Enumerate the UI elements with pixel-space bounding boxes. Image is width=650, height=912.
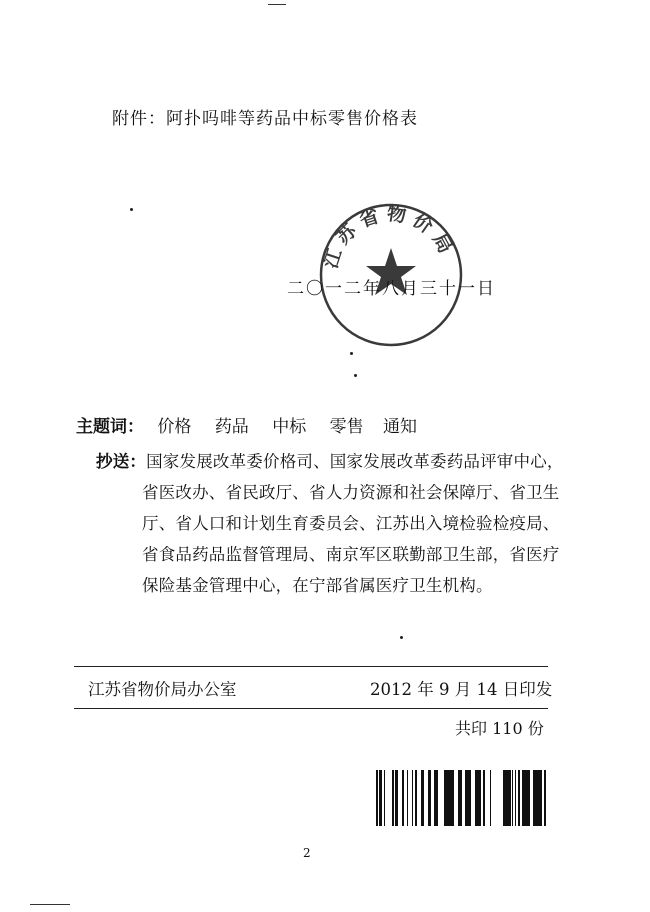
barcode-bar	[490, 770, 491, 826]
keyword-item: 价格	[157, 417, 192, 437]
attachment-line: 附件：阿扑吗啡等药品中标零售价格表	[112, 109, 418, 129]
barcode-bar	[508, 770, 511, 826]
barcode-bar	[470, 770, 471, 826]
barcode-bar	[436, 770, 438, 826]
cc-distribution	[96, 446, 566, 601]
barcode-bar	[376, 770, 378, 826]
barcode-bar	[395, 770, 398, 826]
barcode-bar	[512, 770, 513, 826]
barcode-bar	[384, 770, 385, 826]
cc-label: 抄送：	[96, 452, 147, 471]
barcode-bar	[407, 770, 408, 826]
barcode-bar	[515, 770, 516, 826]
barcode-bar	[392, 770, 394, 826]
barcode-bar	[458, 770, 461, 826]
barcode-bar	[523, 770, 525, 826]
barcode-bar	[415, 770, 416, 826]
scan-mark	[268, 4, 286, 5]
barcode-bar	[379, 770, 381, 826]
barcode-bar	[540, 770, 542, 826]
keyword-item: 零售	[329, 417, 364, 437]
barcode-bar	[475, 770, 478, 826]
barcode-bar	[445, 770, 448, 826]
barcode-bar	[465, 770, 466, 826]
keyword-item: 中标	[272, 417, 307, 437]
barcode-bar	[503, 770, 504, 826]
barcode-bar	[518, 770, 520, 826]
issuing-office: 江苏省物价局办公室	[88, 680, 237, 699]
barcode-bar	[538, 770, 540, 826]
barcode-bar	[381, 770, 382, 826]
document-barcode	[376, 770, 546, 826]
scan-speck	[350, 352, 353, 355]
scan-speck	[354, 374, 357, 377]
subject-keywords	[76, 412, 435, 437]
barcode-bar	[533, 770, 535, 826]
svg-text:江苏省物价局: 江苏省物价局	[319, 202, 460, 272]
barcode-bar	[412, 770, 413, 826]
barcode-bar	[402, 770, 404, 826]
barcode-bar	[428, 770, 431, 826]
keyword-item: 药品	[214, 417, 249, 437]
barcode-bar	[416, 770, 417, 826]
barcode-bar	[483, 770, 485, 826]
barcode-bar	[544, 770, 546, 826]
keyword-item: 通知	[383, 417, 418, 437]
page-number: 2	[303, 846, 311, 860]
cc-paragraph	[96, 446, 566, 601]
barcode-bar	[448, 770, 451, 826]
barcode-bar	[451, 770, 454, 826]
barcode-bar	[525, 770, 528, 826]
keywords-label: 主题词：	[76, 417, 144, 437]
issue-date: 2012 年 9 月 14 日印发	[370, 680, 553, 699]
footer-bottom-rule	[74, 708, 548, 709]
barcode-bar	[480, 770, 481, 826]
barcode-bar	[504, 770, 506, 826]
scan-speck	[400, 636, 403, 639]
barcode-bar	[461, 770, 462, 826]
barcode-bar	[444, 770, 445, 826]
barcode-bar	[478, 770, 480, 826]
barcode-bar	[468, 770, 470, 826]
barcode-bar	[528, 770, 530, 826]
barcode-bar	[506, 770, 508, 826]
print-copies: 共印 110 份	[455, 719, 544, 738]
footer-top-rule	[74, 666, 548, 667]
barcode-bar	[466, 770, 468, 826]
barcode-bar	[535, 770, 538, 826]
cc-recipients: 国家发展改革委价格司、国家发展改革委药品评审中心，省医改办、省民政厅、省人力资源和社会保障厅、省卫生厅、省人口和计划生育委员会、江苏出入境检验检疫局、省食品药品监督管理局、南京军区联勤部卫生部，省医疗保险基金管理中心，在宁部省属医疗卫生机构。	[142, 452, 564, 595]
barcode-bar	[421, 770, 424, 826]
barcode-bar	[434, 770, 436, 826]
barcode-bar	[522, 770, 523, 826]
document-date: 二〇一二年八月三十一日	[287, 279, 496, 299]
scan-mark	[30, 904, 70, 905]
scan-speck	[130, 208, 133, 211]
